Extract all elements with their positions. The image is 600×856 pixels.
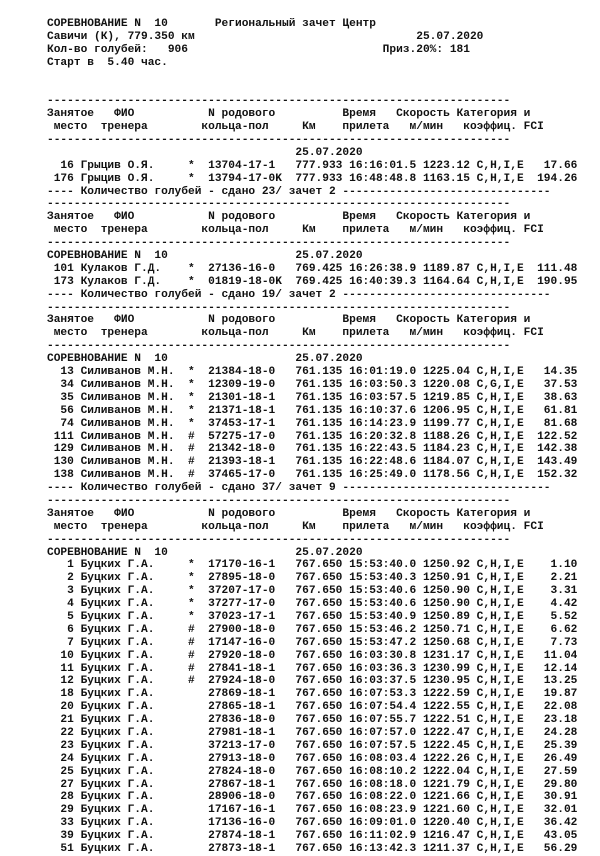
- text-line: Кол-во голубей: 906 Приз.20%: 181: [47, 43, 470, 56]
- text-line: 16 Грыцив О.Я. * 13704-17-1 777.933 16:16:01.5 1223.12 C,H,I,E 17.66: [47, 159, 578, 172]
- text-line: 27 Буцких Г.А. 27867-18-1 767.650 16:08:18.0 1221.79 C,H,I,E 29.80: [47, 778, 578, 791]
- text-line: Занятое ФИО N родового Время Скорость Категория и: [47, 507, 531, 520]
- text-line: 33 Буцких Г.А. 17136-16-0 767.650 16:09:01.0 1220.40 C,H,I,E 36.42: [47, 817, 578, 830]
- text-line: место тренера кольца-пол Км прилета м/мин коэффиц. FCI: [47, 520, 544, 533]
- text-line: 22 Буцких Г.А. 27981-18-1 767.650 16:07:57.0 1222.47 C,H,I,E 24.28: [47, 726, 578, 739]
- text-line: Савичи (К), 779.350 км 25.07.2020: [47, 30, 484, 43]
- text-line: ---------------------------------------------------------------------: [47, 340, 511, 353]
- text-line: СОРЕВНОВАНИЕ N 10 25.07.2020: [47, 250, 363, 263]
- text-line: 21 Буцких Г.А. 27836-18-0 767.650 16:07:55.7 1222.51 C,H,I,E 23.18: [47, 714, 578, 727]
- text-line: 130 Силиванов М.Н. # 21393-18-1 761.135 16:22:48.6 1184.07 C,H,I,E 143.49: [47, 456, 578, 469]
- text-line: ---------------------------------------------------------------------: [47, 533, 511, 546]
- text-line: ---- Количество голубей - сдано 37/ зачет 9 -------------------------------: [47, 482, 551, 495]
- text-line: 18 Буцких Г.А. 27869-18-1 767.650 16:07:53.3 1222.59 C,H,I,E 19.87: [47, 688, 578, 701]
- text-line: ---------------------------------------------------------------------: [47, 494, 511, 507]
- text-line: ---- Количество голубей - сдано 19/ зачет 2 -------------------------------: [47, 288, 551, 301]
- text-line: 29 Буцких Г.А. 17167-16-1 767.650 16:08:23.9 1221.60 C,H,I,E 32.01: [47, 804, 578, 817]
- text-line: 23 Буцких Г.А. 37213-17-0 767.650 16:07:57.5 1222.45 C,H,I,E 25.39: [47, 739, 578, 752]
- text-line: 25 Буцких Г.А. 27824-18-0 767.650 16:08:10.2 1222.04 C,H,I,E 27.59: [47, 765, 578, 778]
- text-line: СОРЕВНОВАНИЕ N 10 25.07.2020: [47, 546, 363, 559]
- text-line: 13 Силиванов М.Н. * 21384-18-0 761.135 16:01:19.0 1225.04 C,H,I,E 14.35: [47, 366, 578, 379]
- text-line: 56 Силиванов М.Н. * 21371-18-1 761.135 16:10:37.6 1206.95 C,H,I,E 61.81: [47, 404, 578, 417]
- text-line: 3 Буцких Г.А. * 37207-17-0 767.650 15:53:40.6 1250.90 C,H,I,E 3.31: [47, 585, 578, 598]
- text-line: 138 Силиванов М.Н. # 37465-17-0 761.135 16:25:49.0 1178.56 C,H,I,E 152.32: [47, 469, 578, 482]
- text-line: ---------------------------------------------------------------------: [47, 198, 511, 211]
- text-line: ---------------------------------------------------------------------: [47, 134, 511, 147]
- text-line: 10 Буцких Г.А. # 27920-18-0 767.650 16:03:30.8 1231.17 C,H,I,E 11.04: [47, 649, 578, 662]
- text-line: 35 Силиванов М.Н. * 21301-18-1 761.135 16:03:57.5 1219.85 C,H,I,E 38.63: [47, 391, 578, 404]
- text-line: 12 Буцких Г.А. # 27924-18-0 767.650 16:03:37.5 1230.95 C,H,I,E 13.25: [47, 675, 578, 688]
- text-line: 111 Силиванов М.Н. # 57275-17-0 761.135 16:20:32.8 1188.26 C,H,I,E 122.52: [47, 430, 578, 443]
- text-line: [47, 82, 577, 95]
- text-line: место тренера кольца-пол Км прилета м/мин коэффиц. FCI: [47, 327, 544, 340]
- text-line: Занятое ФИО N родового Время Скорость Категория и: [47, 314, 531, 327]
- text-line: 4 Буцких Г.А. * 37277-17-0 767.650 15:53:40.6 1250.90 C,H,I,E 4.42: [47, 598, 578, 611]
- text-line: 51 Буцких Г.А. 27873-18-1 767.650 16:13:42.3 1211.37 C,H,I,E 56.29: [47, 843, 578, 855]
- text-line: Старт в 5.40 час.: [47, 56, 168, 69]
- text-line: 7 Буцких Г.А. # 17147-16-0 767.650 15:53:47.2 1250.68 C,H,I,E 7.73: [47, 636, 578, 649]
- text-line: 176 Грыцив О.Я. * 13794-17-0K 777.933 16:48:48.8 1163.15 C,H,I,E 194.26: [47, 172, 578, 185]
- text-line: [47, 70, 577, 83]
- text-line: 74 Силиванов М.Н. * 37453-17-1 761.135 16:14:23.9 1199.77 C,H,I,E 81.68: [47, 417, 578, 430]
- text-line: 1 Буцких Г.А. * 17170-16-1 767.650 15:53:40.0 1250.92 C,H,I,E 1.10: [47, 559, 578, 572]
- text-line: СОРЕВНОВАНИЕ N 10 25.07.2020: [47, 353, 363, 366]
- text-line: место тренера кольца-пол Км прилета м/мин коэффиц. FCI: [47, 121, 544, 134]
- text-line: 11 Буцких Г.А. # 27841-18-1 767.650 16:03:36.3 1230.99 C,H,I,E 12.14: [47, 662, 578, 675]
- text-line: ---- Количество голубей - сдано 23/ зачет 2 -------------------------------: [47, 185, 551, 198]
- text-line: Занятое ФИО N родового Время Скорость Категория и: [47, 211, 531, 224]
- text-line: ---------------------------------------------------------------------: [47, 95, 511, 108]
- text-line: 6 Буцких Г.А. # 27900-18-0 767.650 15:53:46.2 1250.71 C,H,I,E 6.62: [47, 623, 578, 636]
- text-line: СОРЕВНОВАНИЕ N 10 Региональный зачет Центр: [47, 18, 376, 30]
- text-line: 129 Силиванов М.Н. # 21342-18-0 761.135 16:22:43.5 1184.23 C,H,I,E 142.38: [47, 443, 578, 456]
- text-line: ---------------------------------------------------------------------: [47, 237, 511, 250]
- text-line: 20 Буцких Г.А. 27865-18-1 767.650 16:07:54.4 1222.55 C,H,I,E 22.08: [47, 701, 578, 714]
- text-line: 24 Буцких Г.А. 27913-18-0 767.650 16:08:03.4 1222.26 C,H,I,E 26.49: [47, 752, 578, 765]
- text-line: 28 Буцких Г.А. 28906-18-0 767.650 16:08:22.0 1221.66 C,H,I,E 30.91: [47, 791, 578, 804]
- text-line: 173 Кулаков Г.Д. * 01819-18-0K 769.425 16:40:39.3 1164.64 C,H,I,E 190.95: [47, 275, 578, 288]
- race-results-document: [47, 18, 577, 856]
- text-line: место тренера кольца-пол Км прилета м/мин коэффиц. FCI: [47, 224, 544, 237]
- text-line: 101 Кулаков Г.Д. * 27136-16-0 769.425 16:26:38.9 1189.87 C,H,I,E 111.48: [47, 262, 578, 275]
- text-line: ---------------------------------------------------------------------: [47, 301, 511, 314]
- text-line: 2 Буцких Г.А. * 27895-18-0 767.650 15:53:40.3 1250.91 C,H,I,E 2.21: [47, 572, 578, 585]
- text-line: 39 Буцких Г.А. 27874-18-1 767.650 16:11:02.9 1216.47 C,H,I,E 43.05: [47, 830, 578, 843]
- text-line: 5 Буцких Г.А. * 37023-17-1 767.650 15:53:40.9 1250.89 C,H,I,E 5.52: [47, 610, 578, 623]
- text-line: Занятое ФИО N родового Время Скорость Категория и: [47, 108, 531, 121]
- text-line: 25.07.2020: [47, 146, 363, 159]
- text-line: 34 Силиванов М.Н. * 12309-19-0 761.135 16:03:50.3 1220.08 C,G,I,E 37.53: [47, 378, 578, 391]
